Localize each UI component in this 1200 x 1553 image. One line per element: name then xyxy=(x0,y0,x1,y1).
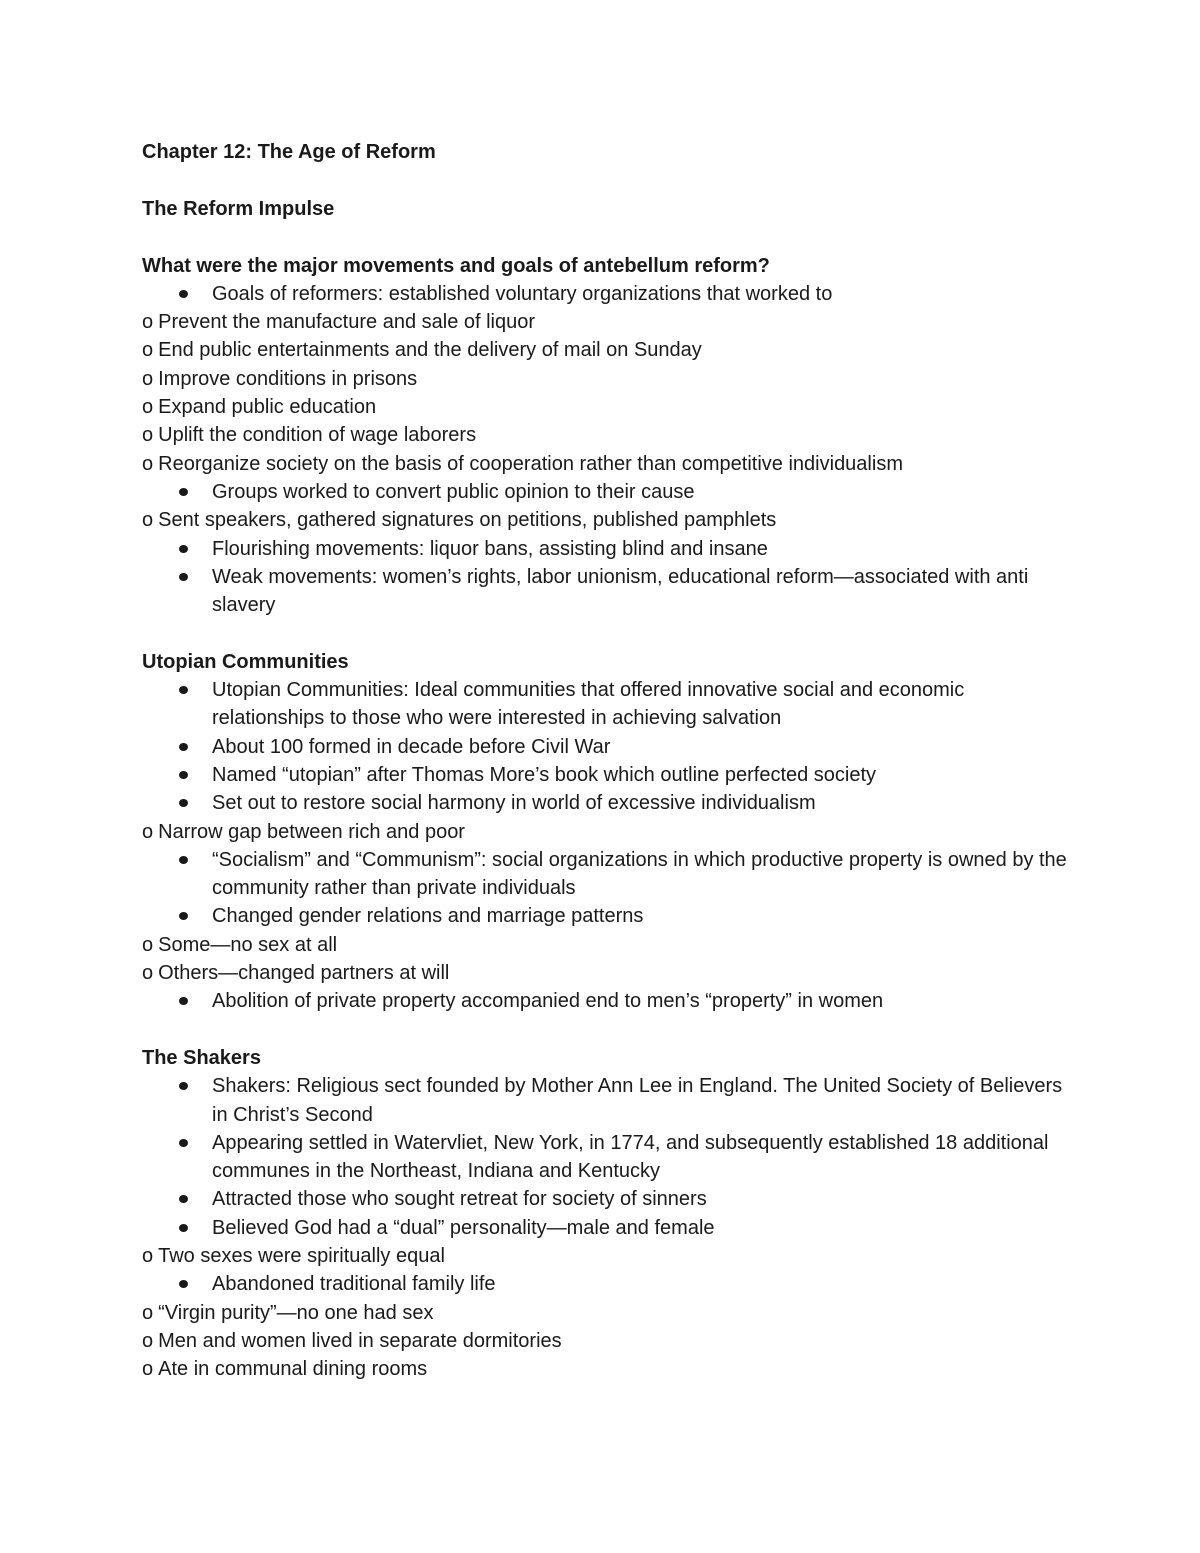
bullet-text: Abolition of private property accompanied end to men’s “property” in women xyxy=(212,990,884,1013)
sub-item xyxy=(142,421,1072,449)
section xyxy=(142,648,1072,1044)
sub-item xyxy=(142,393,1072,421)
bullet-item xyxy=(142,676,1072,733)
sub-item-text: Improve conditions in prisons xyxy=(158,367,418,390)
bullet-item xyxy=(142,563,1072,620)
sub-item-text: Others—changed partners at will xyxy=(158,962,450,985)
sub-item-text: Ate in communal dining rooms xyxy=(158,1358,428,1381)
sub-item xyxy=(142,1242,1072,1270)
bullet-text: Attracted those who sought retreat for society of sinners xyxy=(212,1188,707,1211)
bullet-item xyxy=(142,1270,1072,1298)
bullet-text: About 100 formed in decade before Civil War xyxy=(212,735,611,758)
section-heading: Utopian Communities xyxy=(142,650,349,673)
sub-item xyxy=(142,506,1072,534)
sub-item-text: Uplift the condition of wage laborers xyxy=(158,424,477,447)
bullet-dot-icon xyxy=(179,1280,188,1288)
sub-item-text: Two sexes were spiritually equal xyxy=(158,1244,445,1267)
bullet-dot-icon xyxy=(179,545,188,553)
bullet-text: Named “utopian” after Thomas More’s book which outline perfected society xyxy=(212,763,877,786)
sub-item-marker: o xyxy=(142,933,154,956)
sub-item-text: Some—no sex at all xyxy=(158,933,338,956)
bullet-dot-icon xyxy=(179,1195,188,1203)
bullet-dot-icon xyxy=(179,686,188,694)
spacer xyxy=(142,223,1072,251)
page-title: Chapter 12: The Age of Reform xyxy=(142,141,436,163)
bullet-dot-icon xyxy=(179,290,188,298)
document-page xyxy=(142,138,1072,1383)
sub-item-marker: o xyxy=(142,339,154,362)
bullet-text: Set out to restore social harmony in world of excessive individualism xyxy=(212,792,816,815)
sub-item-marker: o xyxy=(142,509,154,532)
section-question: What were the major movements and goals of antebellum reform? xyxy=(142,254,770,277)
bullet-item xyxy=(142,761,1072,789)
bullet-item xyxy=(142,280,1072,308)
bullet-item xyxy=(142,1185,1072,1213)
bullet-dot-icon xyxy=(179,856,188,864)
sub-item-marker: o xyxy=(142,962,154,985)
bullet-text: Shakers: Religious sect founded by Mother Ann Lee in England. The United Society of Believers in Christ’s Second xyxy=(212,1075,1063,1126)
sub-item xyxy=(142,1327,1072,1355)
bullet-dot-icon xyxy=(179,912,188,920)
bullet-text: Appearing settled in Watervliet, New York, in 1774, and subsequently established 18 additional communes in the Northeast, Indiana and Kentucky xyxy=(212,1131,1049,1183)
bullet-dot-icon xyxy=(179,771,188,779)
sub-item-marker: o xyxy=(142,820,154,843)
sub-item-marker: o xyxy=(142,367,154,390)
bullet-item xyxy=(142,902,1072,930)
bullet-text: “Socialism” and “Communism”: social organizations in which productive property is owned by the community rather than private individuals xyxy=(212,848,1067,900)
sub-item xyxy=(142,1355,1072,1383)
section xyxy=(142,1044,1072,1384)
bullet-text: Flourishing movements: liquor bans, assisting blind and insane xyxy=(212,537,768,560)
bullet-dot-icon xyxy=(179,799,188,807)
bullet-item xyxy=(142,1214,1072,1242)
sub-item-text: Narrow gap between rich and poor xyxy=(158,820,465,843)
sub-item-marker: o xyxy=(142,452,154,475)
bullet-item xyxy=(142,733,1072,761)
bullet-text: Groups worked to convert public opinion to their cause xyxy=(212,480,695,503)
sub-item-marker: o xyxy=(142,1301,154,1324)
bullet-dot-icon xyxy=(179,1082,188,1090)
bullet-item xyxy=(142,987,1072,1015)
bullet-dot-icon xyxy=(179,743,188,751)
sub-item-marker: o xyxy=(142,1358,154,1381)
sub-item xyxy=(142,450,1072,478)
sub-item xyxy=(142,818,1072,846)
document-body xyxy=(142,195,1072,1383)
bullet-item xyxy=(142,535,1072,563)
spacer xyxy=(142,619,1072,647)
sub-item-text: Prevent the manufacture and sale of liquor xyxy=(158,311,536,334)
sub-item-marker: o xyxy=(142,1329,154,1352)
bullet-text: Utopian Communities: Ideal communities that offered innovative social and economic relationships to those who were interested in achieving salvation xyxy=(212,679,965,730)
sub-item-text: Reorganize society on the basis of cooperation rather than competitive individualism xyxy=(158,452,903,475)
sub-item xyxy=(142,931,1072,959)
bullet-dot-icon xyxy=(179,1139,188,1147)
bullet-dot-icon xyxy=(179,997,188,1005)
bullet-dot-icon xyxy=(179,488,188,496)
sub-item-marker: o xyxy=(142,1244,154,1267)
section-heading: The Shakers xyxy=(142,1046,261,1069)
sub-item-text: End public entertainments and the delivery of mail on Sunday xyxy=(158,339,702,362)
sub-item xyxy=(142,1299,1072,1327)
sub-item-text: Sent speakers, gathered signatures on petitions, published pamphlets xyxy=(158,509,777,532)
bullet-item xyxy=(142,478,1072,506)
sub-item-text: Men and women lived in separate dormitories xyxy=(158,1329,562,1352)
sub-item xyxy=(142,365,1072,393)
bullet-dot-icon xyxy=(179,1224,188,1232)
sub-item xyxy=(142,308,1072,336)
bullet-item xyxy=(142,1072,1072,1129)
sub-item-text: “Virgin purity”—no one had sex xyxy=(158,1301,434,1324)
sub-item-marker: o xyxy=(142,396,154,419)
section xyxy=(142,195,1072,648)
sub-item-marker: o xyxy=(142,311,154,334)
bullet-text: Abandoned traditional family life xyxy=(212,1273,496,1296)
bullet-text: Changed gender relations and marriage patterns xyxy=(212,905,644,928)
bullet-text: Weak movements: women’s rights, labor unionism, educational reform—associated with anti slavery xyxy=(212,565,1029,617)
sub-item-marker: o xyxy=(142,424,154,447)
sub-item xyxy=(142,959,1072,987)
spacer xyxy=(142,1016,1072,1044)
bullet-dot-icon xyxy=(179,573,188,581)
bullet-item xyxy=(142,1129,1072,1186)
bullet-item xyxy=(142,846,1072,903)
sub-item xyxy=(142,336,1072,364)
bullet-item xyxy=(142,789,1072,817)
section-heading: The Reform Impulse xyxy=(142,198,335,220)
bullet-text: Goals of reformers: established voluntary organizations that worked to xyxy=(212,282,833,305)
bullet-text: Believed God had a “dual” personality—male and female xyxy=(212,1216,715,1239)
sub-item-text: Expand public education xyxy=(158,396,377,419)
